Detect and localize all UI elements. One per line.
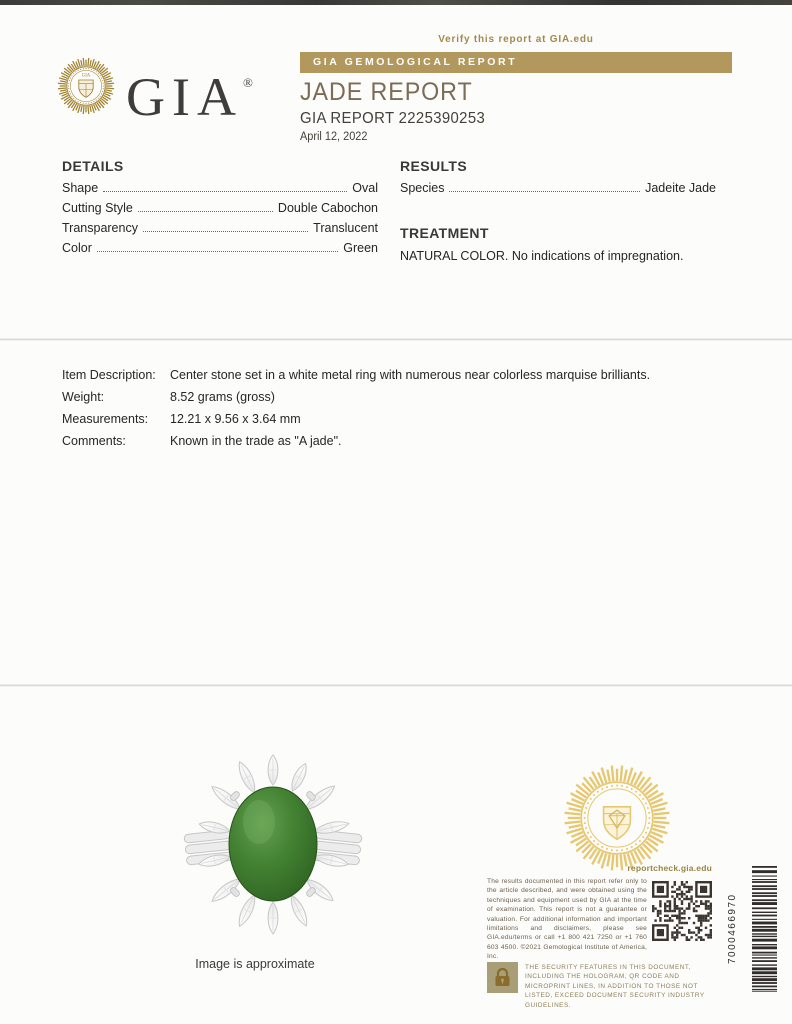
item-section — [62, 368, 682, 448]
report-header — [300, 34, 732, 143]
ring-photo — [183, 748, 363, 948]
gia-logotype — [126, 54, 253, 126]
spec-row-shape — [62, 181, 378, 201]
spec-row-species — [400, 181, 716, 201]
spec-label: Transparency — [62, 221, 138, 235]
dotted-leader — [449, 191, 640, 192]
dotted-leader — [103, 191, 347, 192]
treatment-section — [400, 225, 716, 263]
dotted-leader — [97, 251, 338, 252]
lock-badge — [487, 962, 518, 993]
results-section — [400, 158, 716, 263]
fold-line-upper — [0, 338, 792, 341]
item-label: Item Description: — [62, 368, 156, 382]
spec-row-transparency — [62, 221, 378, 241]
item-label: Comments: — [62, 434, 126, 448]
spec-value: Translucent — [313, 221, 378, 235]
barcode-number: 7000466970 — [727, 893, 738, 965]
qr-code-icon — [652, 881, 712, 941]
treatment-heading: TREATMENT — [400, 225, 489, 241]
spec-value: Double Cabochon — [277, 201, 378, 215]
item-value: Center stone set in a white metal ring with numerous near colorless marquise brilliants. — [170, 368, 651, 382]
hologram-seal-icon — [561, 762, 673, 874]
spec-label: Species — [400, 181, 445, 195]
fold-line-lower — [0, 684, 792, 687]
disclaimer-text: The results documented in this report refer only to the article described, and were obtained using the techniques and equipment used by GIA at the time of examination. This report is not a guarantee or valuation. For additional information and important limitations and disclaimers, please see GIA.edu/terms or call +1 800 421 7250 or +1 760 603 4500. ©2021 Gemological Institute of America, Inc. — [487, 878, 647, 961]
lock-icon — [494, 968, 511, 987]
svg-text:GIA: GIA — [81, 73, 91, 79]
results-heading: RESULTS — [400, 158, 468, 174]
item-label: Measurements: — [62, 412, 149, 426]
spec-row-color — [62, 241, 378, 261]
gia-logo — [56, 54, 253, 126]
item-value: Known in the trade as "A jade". — [170, 434, 342, 448]
item-value: 12.21 x 9.56 x 3.64 mm — [170, 412, 301, 426]
spec-label: Cutting Style — [62, 201, 133, 215]
spec-value: Jadeite Jade — [645, 181, 716, 195]
report-banner: GIA GEMOLOGICAL REPORT — [300, 52, 732, 73]
security-strip — [487, 962, 715, 1010]
details-section — [62, 158, 378, 261]
verify-text: Verify this report at GIA.edu — [438, 34, 594, 45]
spec-label: Shape — [62, 181, 99, 195]
spec-value: Oval — [352, 181, 378, 195]
report-number: GIA REPORT 2225390253 — [300, 110, 486, 127]
reportcheck-url: reportcheck.gia.edu — [627, 863, 712, 873]
report-date: April 12, 2022 — [300, 131, 368, 143]
dotted-leader — [138, 211, 273, 212]
spec-value: Green — [343, 241, 378, 255]
treatment-text: NATURAL COLOR. No indications of impregnation. — [400, 249, 684, 263]
gia-logotype-text: GIA — [126, 67, 243, 127]
barcode-icon — [752, 866, 777, 992]
dotted-leader — [143, 231, 308, 232]
details-heading: DETAILS — [62, 158, 124, 174]
item-label: Weight: — [62, 390, 105, 404]
ring-image-caption: Image is approximate — [195, 957, 315, 971]
report-title: JADE REPORT — [300, 78, 473, 106]
registered-mark: ® — [242, 75, 253, 90]
spec-row-cutting-style — [62, 201, 378, 221]
scan-edge — [0, 0, 792, 5]
security-text: THE SECURITY FEATURES IN THIS DOCUMENT, INCLUDING THE HOLOGRAM, QR CODE AND MICROPRINT LINES, IN ADDITION TO THOSE NOT LISTED, EXCEED DOCUMENT SECURITY INDUSTRY GUIDELINES. — [525, 964, 705, 1009]
spec-label: Color — [62, 241, 92, 255]
item-value: 8.52 grams (gross) — [170, 390, 275, 404]
gia-seal-icon — [56, 56, 116, 116]
